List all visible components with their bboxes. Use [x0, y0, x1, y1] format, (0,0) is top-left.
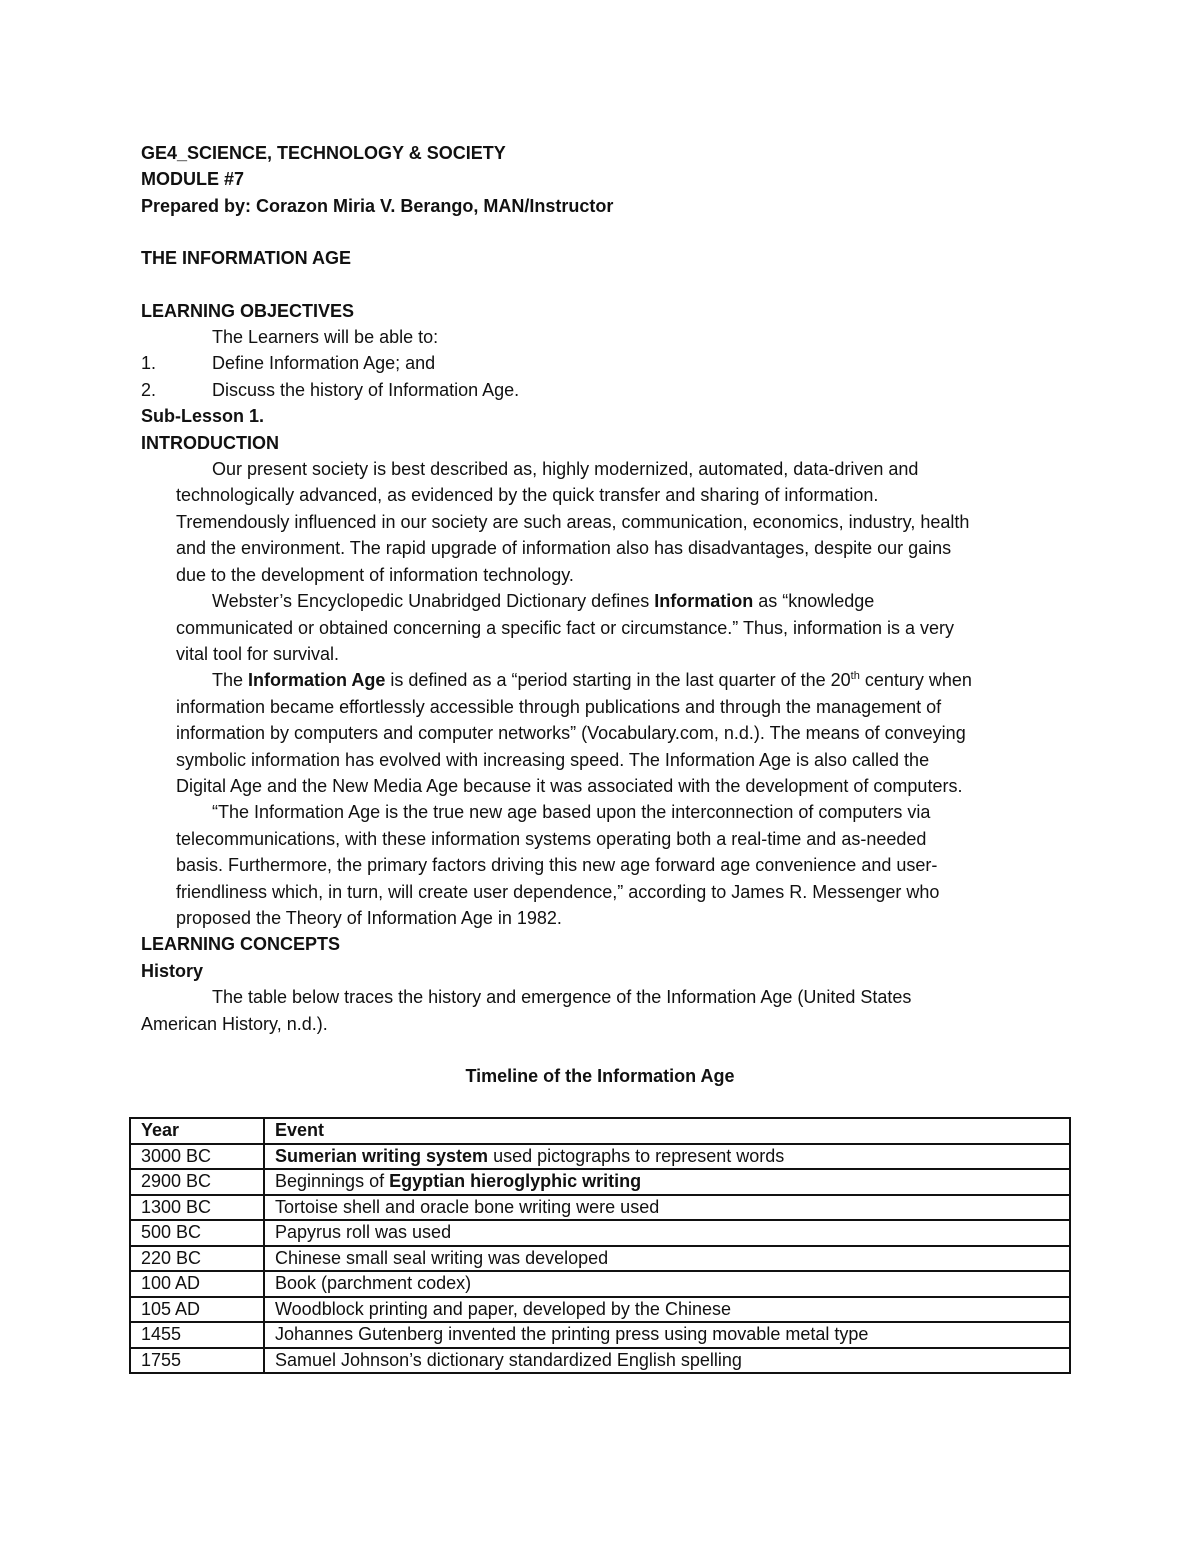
- intro-paragraph-1: [141, 456, 1071, 588]
- paragraph-line: friendliness which, in turn, will create user dependence,” according to James R. Messenger who: [176, 881, 940, 902]
- year-cell: 220 BC: [130, 1246, 264, 1272]
- objective-item: [141, 377, 1071, 403]
- table-row: [130, 1271, 1070, 1297]
- text-run: used pictographs to represent words: [488, 1145, 785, 1166]
- intro-paragraph-2: [141, 588, 1071, 667]
- paragraph-line: American History, n.d.).: [141, 1013, 328, 1034]
- module-number: MODULE #7: [141, 169, 245, 190]
- paragraph-line: due to the development of information technology.: [176, 564, 574, 585]
- sublesson-heading: Sub-Lesson 1.: [141, 406, 265, 427]
- introduction-heading: INTRODUCTION: [141, 432, 279, 453]
- paragraph-line: telecommunications, with these information systems operating both a real-time and as-needed: [176, 828, 927, 849]
- objectives-heading: LEARNING OBJECTIVES: [141, 300, 355, 321]
- column-header-event: Event: [264, 1118, 1070, 1144]
- event-cell: Johannes Gutenberg invented the printing press using movable metal type: [264, 1322, 1070, 1348]
- year-cell: 1455: [130, 1322, 264, 1348]
- table-row: [130, 1322, 1070, 1348]
- table-row: [130, 1144, 1070, 1170]
- event-cell: [264, 1169, 1070, 1195]
- paragraph-line: information by computers and computer networks” (Vocabulary.com, n.d.). The means of conveying: [176, 723, 966, 744]
- intro-paragraph-4: [141, 799, 1071, 931]
- year-cell: 1300 BC: [130, 1195, 264, 1221]
- event-cell: Tortoise shell and oracle bone writing were used: [264, 1195, 1070, 1221]
- table-row: [130, 1246, 1070, 1272]
- year-cell: 500 BC: [130, 1220, 264, 1246]
- paragraph-line: symbolic information has evolved with increasing speed. The Information Age is also called the: [176, 749, 930, 770]
- year-cell: 105 AD: [130, 1297, 264, 1323]
- list-number: 1.: [141, 353, 157, 374]
- year-cell: 2900 BC: [130, 1169, 264, 1195]
- bold-term: Information: [654, 591, 754, 612]
- text-run: is defined as a “period starting in the last quarter of the 20: [385, 670, 851, 691]
- paragraph-line: [141, 667, 1071, 693]
- course-title: GE4_SCIENCE, TECHNOLOGY & SOCIETY: [141, 143, 506, 163]
- timeline-table: [129, 1117, 1071, 1374]
- year-cell: 3000 BC: [130, 1144, 264, 1170]
- paragraph-line: vital tool for survival.: [176, 643, 340, 664]
- event-cell: Woodblock printing and paper, developed by the Chinese: [264, 1297, 1070, 1323]
- paragraph-line: The table below traces the history and emergence of the Information Age (United States: [212, 987, 912, 1008]
- year-cell: 1755: [130, 1348, 264, 1374]
- paragraph-line: Tremendously influenced in our society are such areas, communication, economics, industry, health: [176, 511, 970, 532]
- paragraph-line: [141, 588, 1071, 614]
- history-paragraph: [141, 984, 1071, 1037]
- paragraph-line: “The Information Age is the true new age based upon the interconnection of computers via: [212, 802, 931, 823]
- list-text: Define Information Age; and: [212, 353, 436, 374]
- timeline-rows: [130, 1144, 1070, 1374]
- list-number: 2.: [141, 379, 157, 400]
- text-run: The: [212, 670, 249, 691]
- objective-item: [141, 350, 1071, 376]
- paragraph-line: basis. Furthermore, the primary factors driving this new age forward age convenience and user-: [176, 855, 938, 876]
- text-run: Beginnings of: [275, 1171, 390, 1191]
- paragraph-line: Our present society is best described as, highly modernized, automated, data-driven and: [212, 459, 919, 480]
- list-text: Discuss the history of Information Age.: [212, 379, 520, 400]
- intro-paragraph-3: [141, 667, 1071, 799]
- history-subheading: History: [141, 960, 204, 981]
- text-run: Webster’s Encyclopedic Unabridged Dictionary defines: [212, 591, 655, 612]
- paragraph-line: and the environment. The rapid upgrade of information also has disadvantages, despite our gains: [176, 538, 952, 559]
- text-run: century when: [859, 670, 972, 691]
- table-row: [130, 1220, 1070, 1246]
- paragraph-line: technologically advanced, as evidenced by the quick transfer and sharing of information.: [176, 485, 879, 506]
- column-header-year: Year: [130, 1118, 264, 1144]
- event-cell: Book (parchment codex): [264, 1271, 1070, 1297]
- bold-term: Sumerian writing system: [275, 1145, 489, 1166]
- table-row: [130, 1169, 1070, 1195]
- page-title: THE INFORMATION AGE: [141, 248, 351, 269]
- objectives-intro: The Learners will be able to:: [212, 327, 439, 348]
- paragraph-line: communicated or obtained concerning a specific fact or circumstance.” Thus, information is a very: [176, 617, 955, 638]
- event-cell: Papyrus roll was used: [264, 1220, 1070, 1246]
- event-cell: [264, 1144, 1070, 1170]
- concepts-heading: LEARNING CONCEPTS: [141, 934, 341, 955]
- table-header-row: [130, 1118, 1070, 1144]
- table-title: Timeline of the Information Age: [465, 1066, 735, 1086]
- bold-term: Information Age: [248, 670, 386, 691]
- table-row: [130, 1297, 1070, 1323]
- event-cell: Samuel Johnson’s dictionary standardized English spelling: [264, 1348, 1070, 1374]
- bold-term: Egyptian hieroglyphic writing: [389, 1171, 642, 1191]
- paragraph-line: Digital Age and the New Media Age because it was associated with the development of computers.: [176, 775, 963, 796]
- event-cell: Chinese small seal writing was developed: [264, 1246, 1070, 1272]
- paragraph-line: information became effortlessly accessible through publications and through the management of: [176, 696, 942, 717]
- document-body: [141, 140, 1071, 1037]
- table-row: [130, 1348, 1070, 1374]
- table-row: [130, 1195, 1070, 1221]
- prepared-by: Prepared by: Corazon Miria V. Berango, MAN/Instructor: [141, 195, 614, 216]
- text-run: as “knowledge: [753, 591, 875, 612]
- superscript: th: [850, 670, 860, 683]
- year-cell: 100 AD: [130, 1271, 264, 1297]
- paragraph-line: proposed the Theory of Information Age in 1982.: [176, 907, 562, 928]
